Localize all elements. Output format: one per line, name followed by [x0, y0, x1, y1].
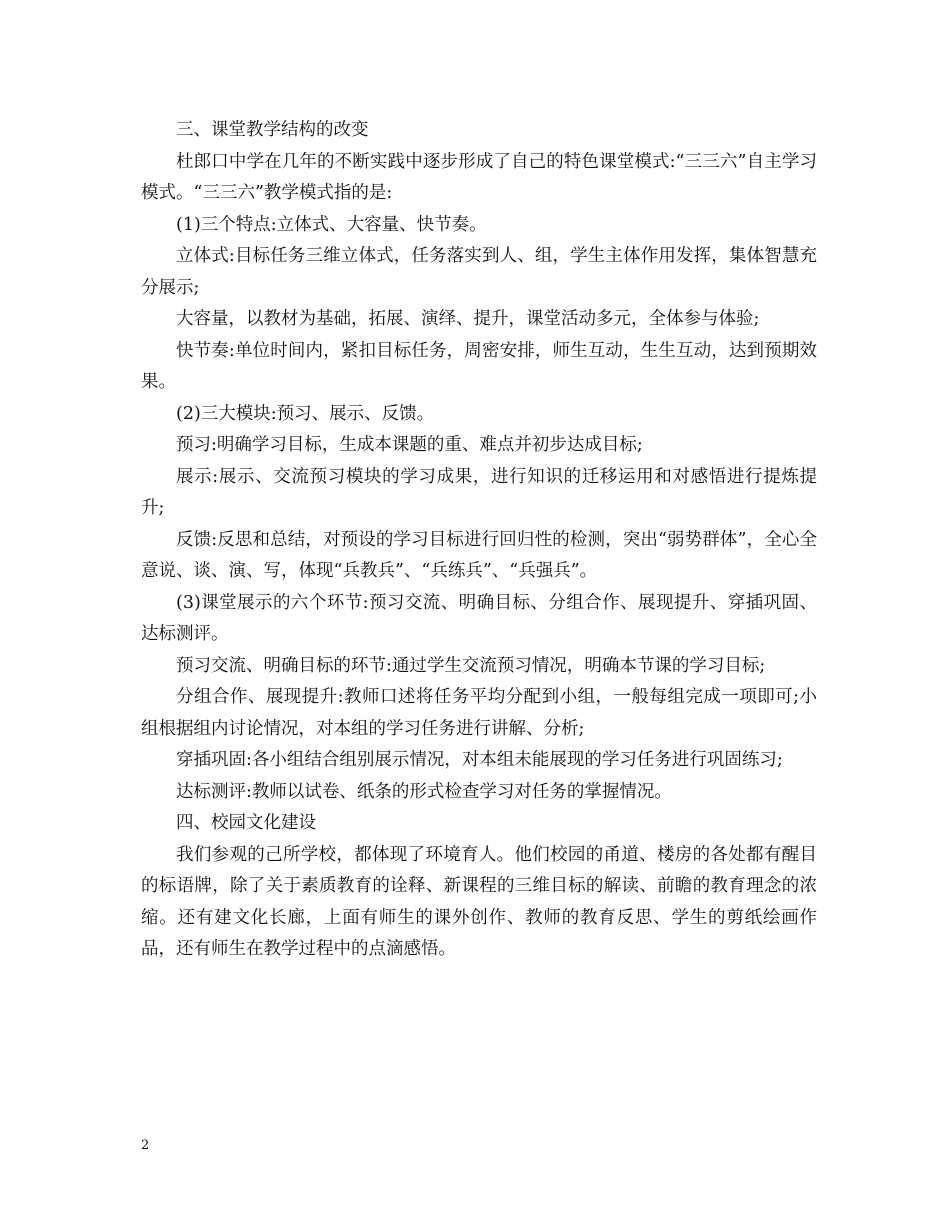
paragraph: 达标测评:教师以试卷、纸条的形式检查学习对任务的掌握情况。 — [176, 781, 672, 802]
paragraph: (2)三大模块:预习、展示、反馈。 — [176, 403, 435, 424]
section-heading-3: 三、课堂教学结构的改变 — [176, 120, 369, 140]
paragraph: (3)课堂展示的六个环节:预习交流、明确目标、分组合作、展现提升、穿插巩固、达标测评。 — [141, 592, 817, 644]
paragraph: 反馈:反思和总结，对预设的学习目标进行回归性的检测，突出“弱势群体”，全心全意说、谈、演、写，体现“兵教兵”、“兵练兵”、“兵强兵”。 — [141, 529, 817, 581]
paragraph: 预习交流、明确目标的环节:通过学生交流预习情况，明确本节课的学习目标; — [176, 655, 766, 676]
paragraph: 立体式:目标任务三维立体式，任务落实到人、组，学生主体作用发挥，集体智慧充分展示; — [141, 246, 817, 298]
paragraph: 预习:明确学习目标，生成本课题的重、难点并初步达成目标; — [176, 435, 643, 455]
document-body — [141, 115, 817, 966]
paragraph: (1)三个特点:立体式、大容量、快节奏。 — [176, 214, 487, 235]
page-number: 2 — [141, 1138, 150, 1153]
paragraph: 穿插巩固:各小组结合组别展示情况，对本组未能展现的学习任务进行巩固练习; — [176, 750, 783, 770]
paragraph: 快节奏:单位时间内，紧扣目标任务，周密安排，师生互动，生生互动，达到预期效果。 — [141, 340, 817, 392]
paragraph: 展示:展示、交流预习模块的学习成果，进行知识的迁移运用和对感悟进行提炼提升; — [141, 466, 817, 518]
section-heading-4: 四、校园文化建设 — [176, 813, 316, 833]
paragraph: 分组合作、展现提升:教师口述将任务平均分配到小组，一般每组完成一项即可;小组根据组内讨论情况，对本组的学习任务进行讲解、分析; — [141, 687, 817, 739]
paragraph: 大容量，以教材为基础，拓展、演绎、提升，课堂活动多元，全体参与体验; — [176, 309, 760, 329]
paragraph: 我们参观的己所学校，都体现了环境育人。他们校园的甬道、楼房的各处都有醒目的标语牌，除了关于素质教育的诠释、新课程的三维目标的解读、前瞻的教育理念的浓缩。还有建文化长廊，上面有师生的课外创作、教师的教育反思、学生的剪纸绘画作品，还有师生在教学过程中的点滴感悟。 — [141, 844, 817, 959]
paragraph: 杜郎口中学在几年的不断实践中逐步形成了自己的特色课堂模式:“三三六”自主学习模式。“三三六”教学模式指的是: — [141, 151, 817, 203]
